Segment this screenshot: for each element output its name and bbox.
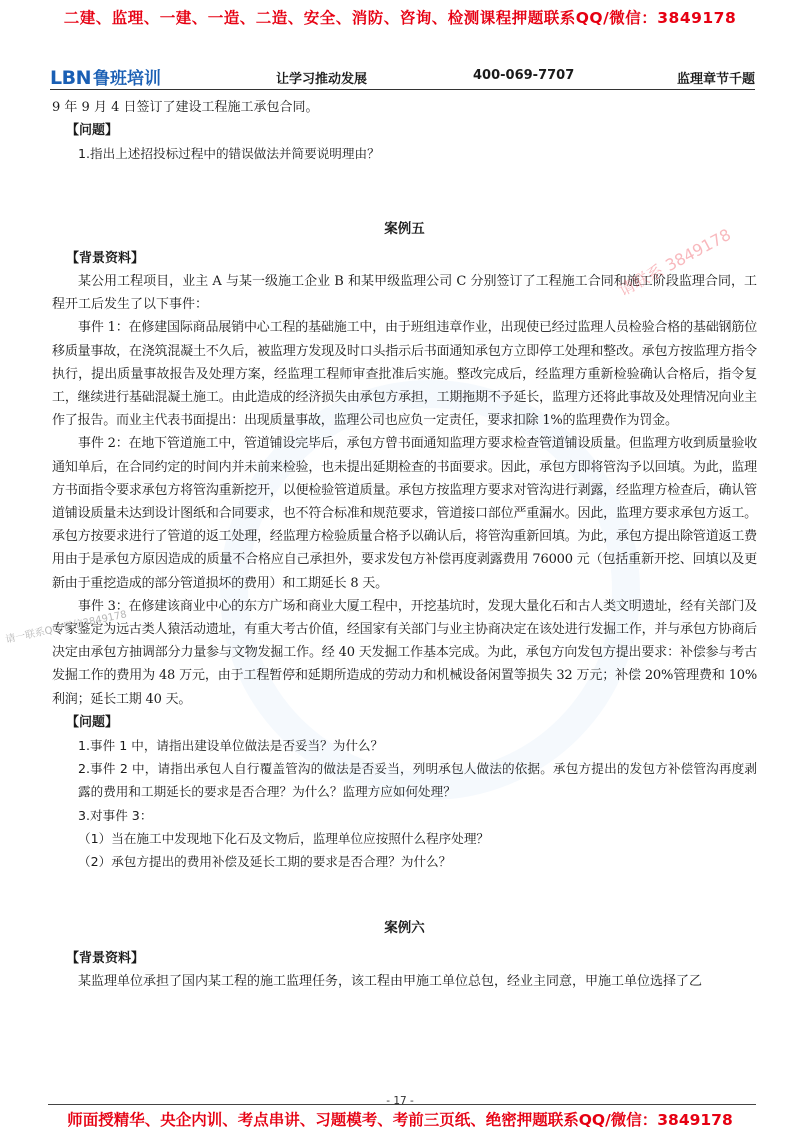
case-six-intro: 某监理单位承担了国内某工程的施工监理任务，该工程由甲施工单位总包，经业主同意，甲施工单位选择了乙 (78, 973, 703, 989)
question-item: 1.指出上述招投标过程中的错误做法并简要说明理由？ (78, 146, 380, 162)
footer-divider (48, 1104, 756, 1105)
question-item: 3.对事件 3： (78, 807, 153, 823)
top-banner: 二建、监理、一建、一造、二造、安全、消防、咨询、检测课程押题联系QQ/微信：3849178 (63, 9, 737, 27)
header-divider (50, 89, 755, 90)
question-label: 【问题】 (66, 123, 119, 139)
case-five-intro: 某公用工程项目，业主 A 与某一级施工企业 B 和某甲级监理公司 C 分别签订了工程施工合同和施工阶段监理合同，工程开工后发生了以下事件： (52, 274, 757, 313)
watermark-contact: 请联系 3849178 (615, 224, 735, 300)
watermark-side: 请一联系QQ/微信3849178 (4, 609, 128, 646)
case-six-title: 案例六 (384, 920, 425, 937)
case-five-event-3: 事件 3：在修建该商业中心的东方广场和商业大厦工程中，开挖基坑时，发现大量化石和古人类文明遗址，经有关部门及专家鉴定为远古类人猿活动遗址，有重大考古价值，经国家有关部门与业主协商决定在该处进行发掘工作，并与承包方协商后决定由承包方抽调部分力量参与文物发掘工作。经 40 天发掘工作基本完成。为此，承包方向发包方提出要求：补偿参与考古发掘工作的费用为 48 万元，由于工程暂停和延期所造成的劳动力和机械设备闲置等损失 32 万元；补偿 20%管理费和 10%利润；延长工期 40 天。 (52, 598, 757, 707)
page-number: - 17 - (386, 1095, 414, 1107)
question-subitem: （1）当在施工中发现地下化石及文物后，监理单位应按照什么程序处理？ (78, 830, 490, 846)
bottom-banner: 师面授精华、央企内训、考点串讲、习题模考、考前三页纸、绝密押题联系QQ/微信：3849178 (67, 1111, 733, 1129)
logo-cn: 鲁班培训 (93, 69, 161, 89)
case-five-event-1: 事件 1：在修建国际商品展销中心工程的基础施工中，由于班组违章作业，出现使已经过监理人员检验合格的基础钢筋位移质量事故，在浇筑混凝土不久后，被监理方发现及时口头指示后书面通知承包方立即停工处理和整改。承包方按监理方指令执行，提出质量事故报告及处理方案，经监理工程师审查批准后实施。整改完成后，经监理方重新检验确认合格后，指令复工，继续进行基础混凝土施工。由此造成的经济损失由承包方承担，工期拖期不予延长，监理方还将此事故及处理情况向业主作了报告。而业主代表书面提出：出现质量事故，监理公司也应负一定责任，要求扣除 1%的监理费作为罚金。 (52, 320, 757, 429)
question-subitem: （2）承包方提出的费用补偿及延长工期的要求是否合理？为什么？ (78, 854, 452, 870)
question-label: 【问题】 (66, 714, 119, 730)
previous-case-tail: 9 年 9 月 4 日签订了建设工程施工承包合同。 (52, 100, 319, 115)
logo (50, 64, 161, 89)
header-doc-title: 监理章节千题 (676, 72, 755, 87)
logo-en: LBN (50, 67, 91, 89)
header-phone: 400-069-7707 (473, 68, 575, 83)
background-label: 【背景资料】 (66, 950, 145, 966)
background-label: 【背景资料】 (66, 250, 145, 266)
case-five-title: 案例五 (384, 220, 425, 237)
page-header (50, 62, 755, 88)
header-slogan: 让学习推动发展 (276, 72, 368, 87)
question-item: 2.事件 2 中，请指出承包人自行覆盖管沟的做法是否妥当，列明承包人做法的依据。承包方提出的发包方补偿管沟再度剥露的费用和工期延长的要求是否合理？为什么？监理方应如何处理？ (78, 761, 757, 800)
document-body (52, 96, 757, 993)
question-item: 1.事件 1 中，请指出建设单位做法是否妥当？为什么？ (78, 738, 384, 754)
case-five-event-2: 事件 2：在地下管道施工中，管道铺设完毕后，承包方曾书面通知监理方要求检查管道铺设质量。但监理方收到质量验收通知单后，在合同约定的时间内并未前来检验，也未提出延期检查的书面要求。因此，承包方即将管沟予以回填。为此，监理方书面指令要求承包方将管沟重新挖开，以便检验管道质量。承包方按监理方要求对管沟进行剥露，经监理方检查后，确认管道铺设质量未达到设计图纸和合同要求，也不符合标准和规范要求，管道接口部位严重漏水。因此，监理方要求承包方返工。承包方按要求进行了管道的返工处理，经监理方检验质量合格予以确认后，将管沟重新回填。为此，承包方提出除管道返工费用由于是承包方原因造成的质量不合格应自己承担外，要求发包方补偿再度剥露费用 76000 元（包括重新开挖、回填以及更新由于重挖造成的部分管道损坏的费用）和工期延长 8 天。 (52, 436, 757, 591)
